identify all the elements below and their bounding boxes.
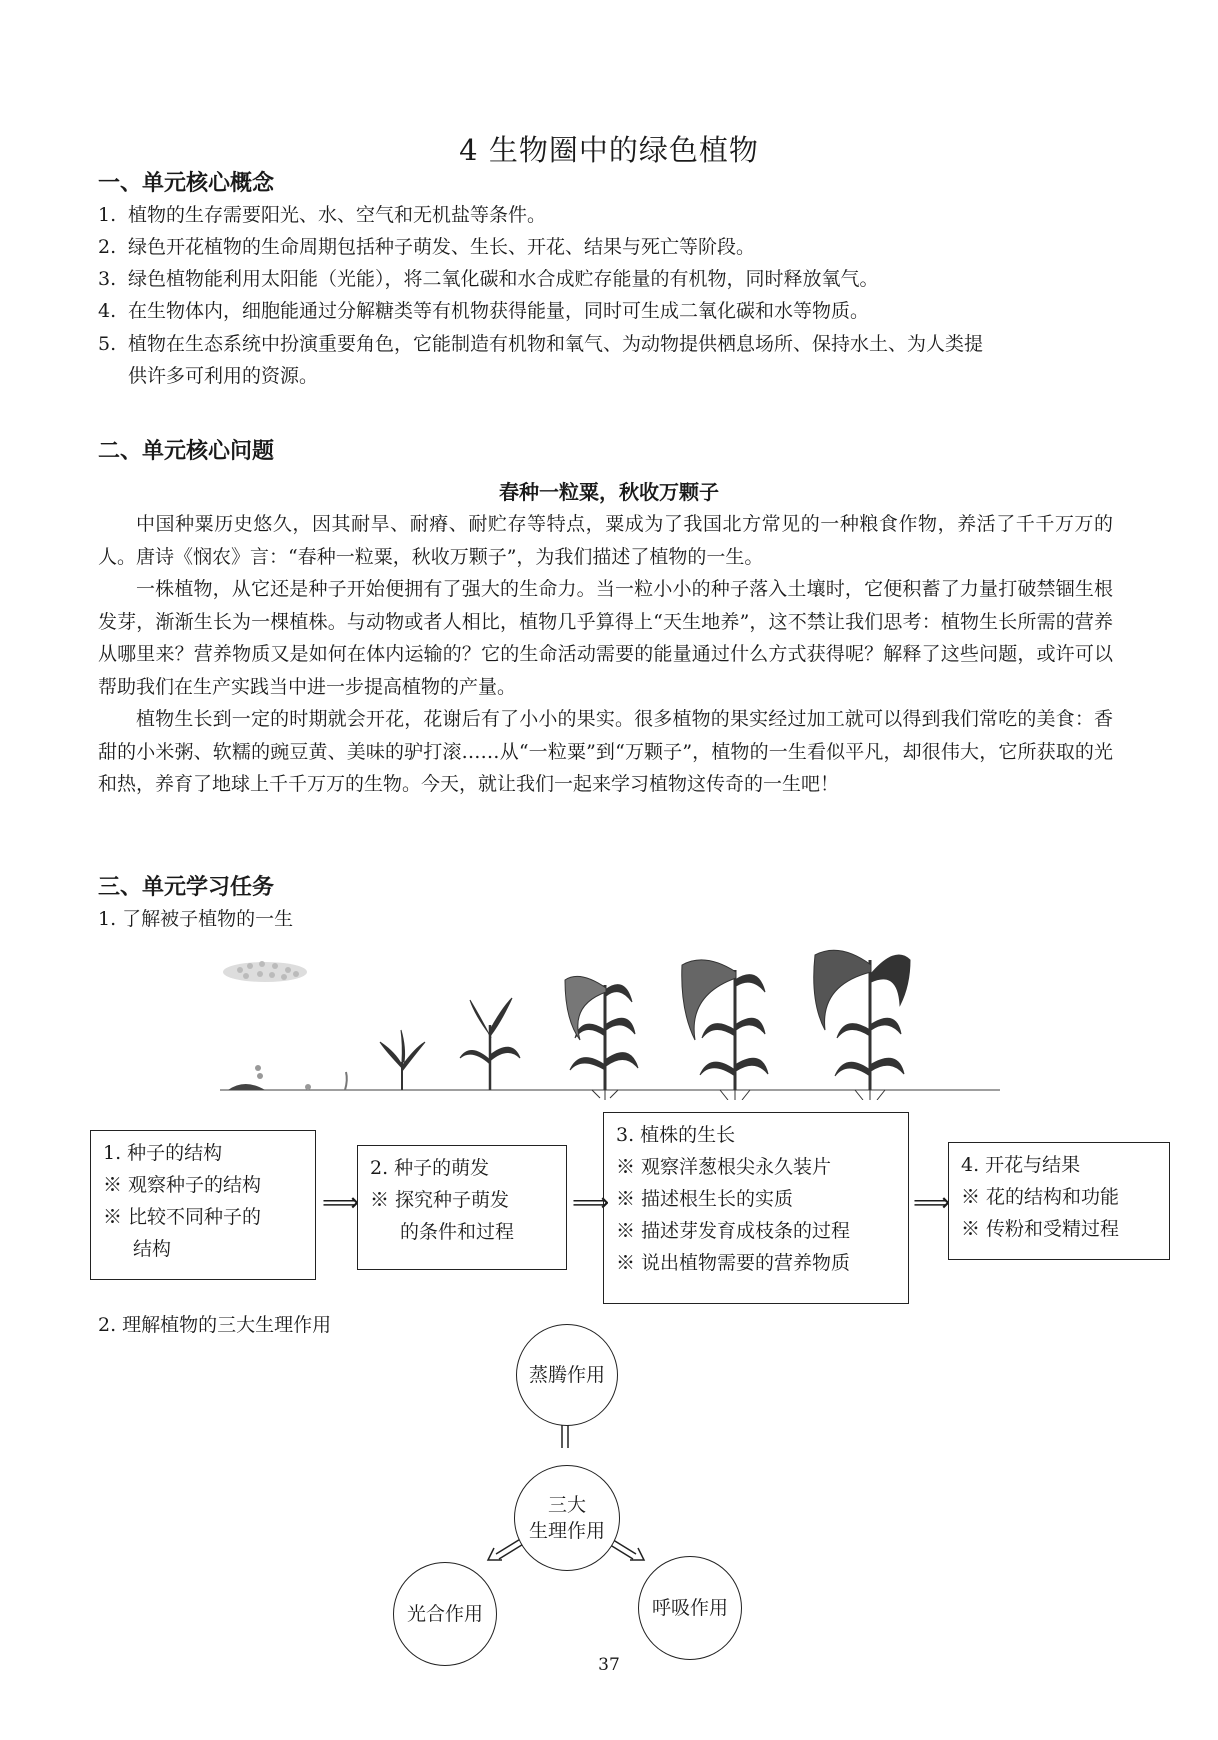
item-text: 植物在生态系统中扮演重要角色，它能制造有机物和氧气、为动物提供栖息场所、保持水土、为人类提 [128, 333, 984, 355]
box-line: ※ 传粉和受精过程 [961, 1218, 1120, 1240]
item-text: 植物的生存需要阳光、水、空气和无机盐等条件。 [128, 204, 547, 226]
circle-photosynthesis [393, 1562, 497, 1666]
circle-label: 呼吸作用 [651, 1597, 728, 1619]
task-1-label: 1. 了解被子植物的一生 [98, 908, 294, 930]
circle-three-physiological-functions [514, 1465, 620, 1571]
box-line: ※ 观察洋葱根尖永久装片 [616, 1156, 832, 1178]
paragraph: 中国种粟历史悠久，因其耐旱、耐瘠、耐贮存等特点，粟成为了我国北方常见的一种粮食作物，养活了千千万万的人。唐诗《悯农》言：“春种一粒粟，秋收万颗子”，为我们描述了植物的一生。 [98, 513, 1113, 568]
circle-label: 光合作用 [406, 1603, 483, 1625]
box-title: 4. 开花与结果 [961, 1154, 1081, 1176]
plant-life-cycle-illustration [220, 930, 1000, 1100]
sprout-icon [345, 1072, 347, 1090]
list-item [98, 199, 1113, 231]
list-item [98, 295, 1113, 327]
item-number: 4. [98, 300, 117, 322]
box-title: 1. 种子的结构 [103, 1142, 223, 1164]
circle-label-line2: 生理作用 [528, 1520, 605, 1542]
item-number: 2. [98, 236, 117, 258]
germinating-seed-icon [305, 1084, 311, 1090]
list-item [98, 328, 1113, 360]
box-line: ※ 探究种子萌发 [370, 1189, 510, 1211]
page-title: 4 生物圈中的绿色植物 [459, 133, 759, 167]
paragraph: 植物生长到一定的时期就会开花，花谢后有了小小的果实。很多植物的果实经过加工就可以得到我们常吃的美食：香甜的小米粥、软糯的豌豆黄、美味的驴打滚……从“一粒粟”到“万颗子”，植物的一生看似平凡，却很伟大，它所获取的光和热，养育了地球上千千万万的生物。今天，就让我们一起来学习植物这传奇的一生吧！ [98, 708, 1113, 795]
box-line: ※ 描述芽发育成枝条的过程 [616, 1220, 851, 1242]
box-title: 2. 种子的萌发 [370, 1157, 490, 1179]
circle-label: 蒸腾作用 [528, 1364, 605, 1386]
box-line: ※ 观察种子的结构 [103, 1174, 262, 1196]
item-text: 在生物体内，细胞能通过分解糖类等有机物获得能量，同时可生成二氧化碳和水等物质。 [128, 300, 870, 322]
page-number: 37 [598, 1655, 620, 1675]
seed-in-soil-icon [228, 1065, 265, 1090]
flow-box-germination [357, 1145, 567, 1270]
box-title: 3. 植株的生长 [616, 1124, 736, 1146]
box-line: 结构 [133, 1238, 172, 1260]
young-plant-icon [460, 998, 520, 1090]
section-heading-learning-tasks: 三、单元学习任务 [98, 875, 275, 900]
box-line: ※ 花的结构和功能 [961, 1186, 1120, 1208]
flow-box-seed-structure [90, 1130, 316, 1280]
mature-plant-icon [565, 976, 638, 1100]
list-item [98, 231, 1113, 263]
flow-box-flowering-fruiting [948, 1142, 1170, 1260]
item-text: 绿色植物能利用太阳能（光能），将二氧化碳和水合成贮存能量的有机物，同时释放氧气。 [128, 268, 879, 290]
paragraph: 一株植物，从它还是种子开始便拥有了强大的生命力。当一粒小小的种子落入土壤时，它便积蓄了力量打破禁锢生根发芽，渐渐生长为一棵植株。与动物或者人相比，植物几乎算得上“天生地养”，这不禁让我们思考：植物生长所需的营养从哪里来？营养物质又是如何在体内运输的？它的生命活动需要的能量通过什么方式获得呢？解释了这些问题，或许可以帮助我们在生产实践当中进一步提高植物的产量。 [98, 578, 1113, 698]
flow-arrow-icon: ⟹ [572, 1188, 610, 1218]
ripening-plant-icon [682, 960, 768, 1100]
list-item-continuation: 供许多可利用的资源。 [128, 365, 319, 387]
list-item [98, 263, 1113, 295]
circle-respiration [638, 1556, 742, 1660]
section-heading-core-question: 二、单元核心问题 [98, 439, 275, 464]
flow-arrow-icon: ⟹ [913, 1188, 951, 1218]
section-subtitle: 春种一粒粟，秋收万颗子 [499, 480, 719, 504]
flow-box-plant-growth [603, 1112, 909, 1304]
box-line: ※ 说出植物需要的营养物质 [616, 1252, 851, 1274]
box-line: ※ 比较不同种子的 [103, 1206, 262, 1228]
box-line: ※ 描述根生长的实质 [616, 1188, 794, 1210]
item-number: 5. [98, 333, 117, 355]
seedling-icon [380, 1030, 425, 1090]
item-text: 绿色开花植物的生命周期包括种子萌发、生长、开花、结果与死亡等阶段。 [128, 236, 756, 258]
flow-arrow-icon: ⟹ [322, 1188, 360, 1218]
task-2-label: 2. 理解植物的三大生理作用 [98, 1314, 332, 1336]
item-number: 3. [98, 268, 117, 290]
item-number: 1. [98, 204, 117, 226]
seed-pile-icon [223, 961, 307, 982]
box-line: 的条件和过程 [400, 1221, 515, 1243]
section-heading-core-concepts: 一、单元核心概念 [98, 171, 275, 196]
fruiting-plant-icon [814, 950, 910, 1100]
circle-transpiration [516, 1324, 618, 1426]
circle-label-line1: 三大 [547, 1494, 586, 1516]
